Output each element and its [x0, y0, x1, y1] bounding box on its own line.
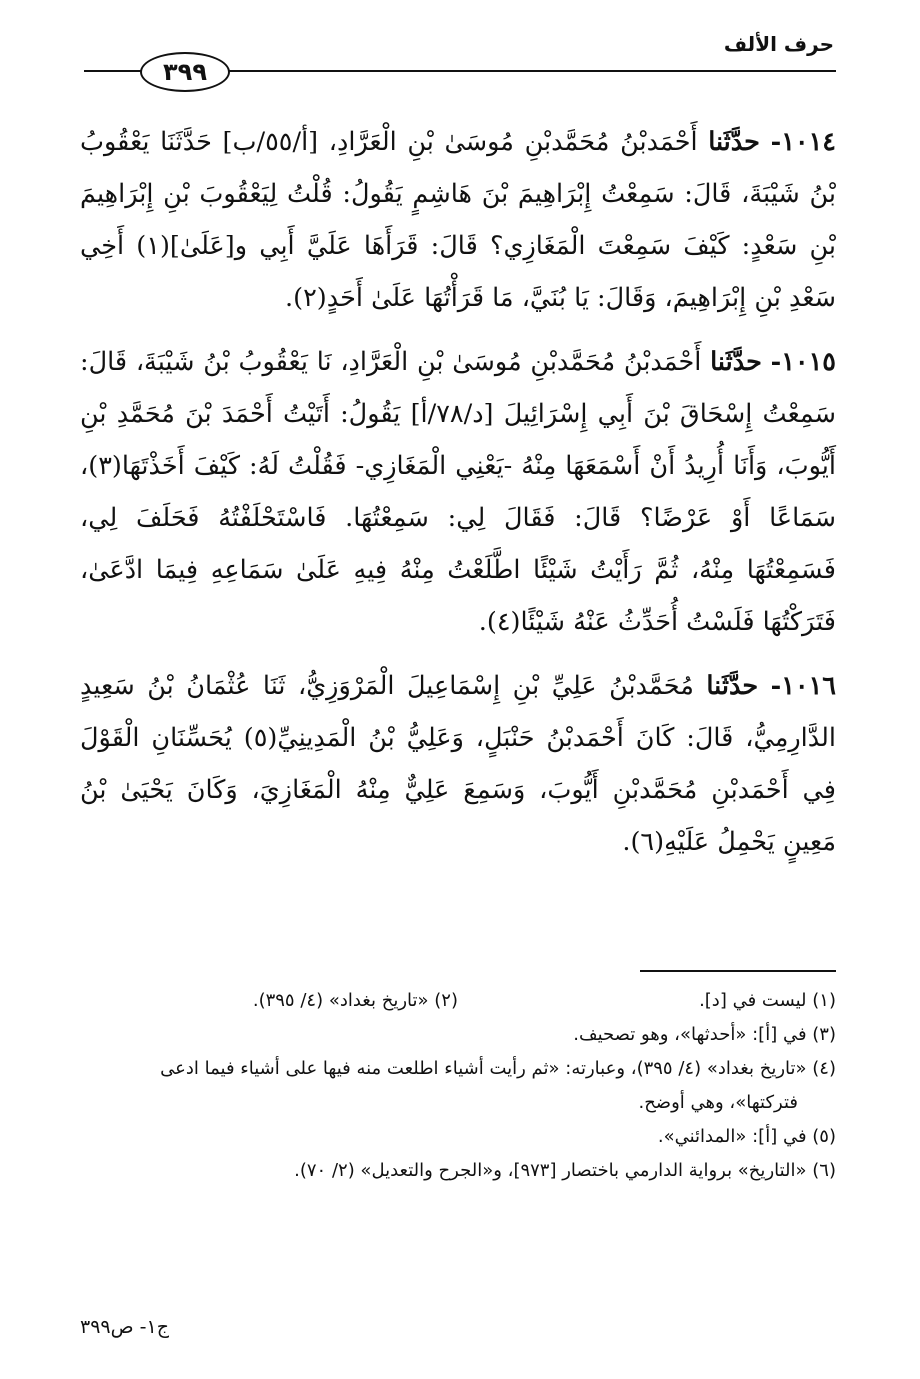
entry-keyword: حدَّثَنا — [710, 347, 762, 377]
footnote-3: (٣) في [أ]: «أحدثها»، وهو تصحيف. — [573, 1024, 836, 1045]
footnote-2: (٢) «تاريخ بغداد» (٤/ ٣٩٥). — [252, 990, 458, 1011]
footnote-6: (٦) «التاريخ» برواية الدارمي باختصار [٩٧٣]، و«الجرح والتعديل» (٢/ ٧٠). — [294, 1160, 836, 1181]
volume-page-reference: ج١- ص٣٩٩ — [80, 1316, 169, 1338]
page-header-title: حرف الألف — [723, 32, 834, 56]
entry-1015 — [80, 336, 836, 648]
footnote-1: (١) ليست في [د]. — [699, 990, 836, 1011]
footnote-row — [80, 984, 836, 1018]
footnote-4-continued: فتركتها»، وهي أوضح. — [638, 1092, 798, 1113]
entry-number: ١٠١٤- — [770, 127, 836, 157]
entry-1014 — [80, 116, 836, 324]
footnote-rule — [640, 970, 836, 972]
entry-text: مُحَمَّدبْنُ عَلِيِّ بْنِ إِسْمَاعِيلَ الْمَرْوَزِيُّ، ثَنَا عُثْمَانُ بْنُ سَعِيدٍ الدَّارِمِيُّ، قَالَ: كَانَ أَحْمَدبْنُ حَنْبَلٍ، وَعَلِيُّ بْنُ الْمَدِينِيِّ(٥) يُحَسِّنَانِ الْقَوْلَ فِي أَحْمَدبْنِ مُحَمَّدبْنِ أَيُّوبَ، وَسَمِعَ عَلِيٌّ مِنْهُ الْمَغَازِيَ، وَكَانَ يَحْيَىٰ بْنُ مَعِينٍ يَحْمِلُ عَلَيْهِ(٦). — [80, 671, 836, 857]
footnotes — [80, 984, 836, 1188]
entry-keyword: حدَّثَنا — [708, 127, 760, 157]
page-number-badge: ٣٩٩ — [140, 52, 230, 92]
entry-keyword: حدَّثَنا — [706, 671, 759, 701]
entry-1016 — [80, 660, 836, 868]
footnote-4: (٤) «تاريخ بغداد» (٤/ ٣٩٥)، وعبارته: «ثم رأيت أشياء اطلعت منه فيها على أشياء فيما ادعى — [160, 1058, 836, 1079]
entry-number: ١٠١٥- — [770, 347, 836, 377]
main-text — [80, 116, 836, 880]
entry-number: ١٠١٦- — [770, 671, 837, 701]
entry-text: أَحْمَدبْنُ مُحَمَّدبْنِ مُوسَىٰ بْنِ الْعَرَّادِ، نَا يَعْقُوبُ بْنُ شَيْبَةَ، قَالَ: سَمِعْتُ إِسْحَاقَ بْنَ أَبِي إِسْرَائِيلَ [د/٧٨/أ] يَقُولُ: أَتَيْتُ أَحْمَدَ بْنَ مُحَمَّدِ بْنِ أَيُّوبَ، وَأَنَا أُرِيدُ أَنْ أَسْمَعَهَا مِنْهُ -يَعْنِي الْمَغَازِي- فَقُلْتُ لَهُ: كَيْفَ أَخَذْتَهَا(٣)، سَمَاعًا أَوْ عَرْضًا؟ قَالَ: فَقَالَ لِي: سَمِعْتُهَا. فَاسْتَحْلَفْتُهُ فَحَلَفَ لِي، فَسَمِعْتُهَا مِنْهُ، ثُمَّ رَأَيْتُ شَيْئًا اطَّلَعْتُ مِنْهُ فِيهِ عَلَىٰ سَمَاعِهِ فِيمَا ادَّعَىٰ، فَتَرَكْتُهَا فَلَسْتُ أُحَدِّثُ عَنْهُ شَيْئًا(٤). — [80, 347, 837, 637]
entry-text: أَحْمَدبْنُ مُحَمَّدبْنِ مُوسَىٰ بْنِ الْعَرَّادِ، [أ/٥٥/ب] حَدَّثَنَا يَعْقُوبُ بْنُ شَيْبَةَ، قَالَ: سَمِعْتُ إِبْرَاهِيمَ بْنَ هَاشِمٍ يَقُولُ: قُلْتُ لِيَعْقُوبَ بْنِ إِبْرَاهِيمَ بْنِ سَعْدٍ: كَيْفَ سَمِعْتَ الْمَغَازِي؟ قَالَ: قَرَأَهَا عَلَيَّ أَبِي و[عَلَىٰ](١) أَخِي سَعْدِ بْنِ إِبْرَاهِيمَ، وَقَالَ: يَا بُنَيَّ، مَا قَرَأْتُهَا عَلَىٰ أَحَدٍ(٢). — [80, 127, 837, 313]
footnote-5: (٥) في [أ]: «المدائني». — [657, 1126, 836, 1147]
